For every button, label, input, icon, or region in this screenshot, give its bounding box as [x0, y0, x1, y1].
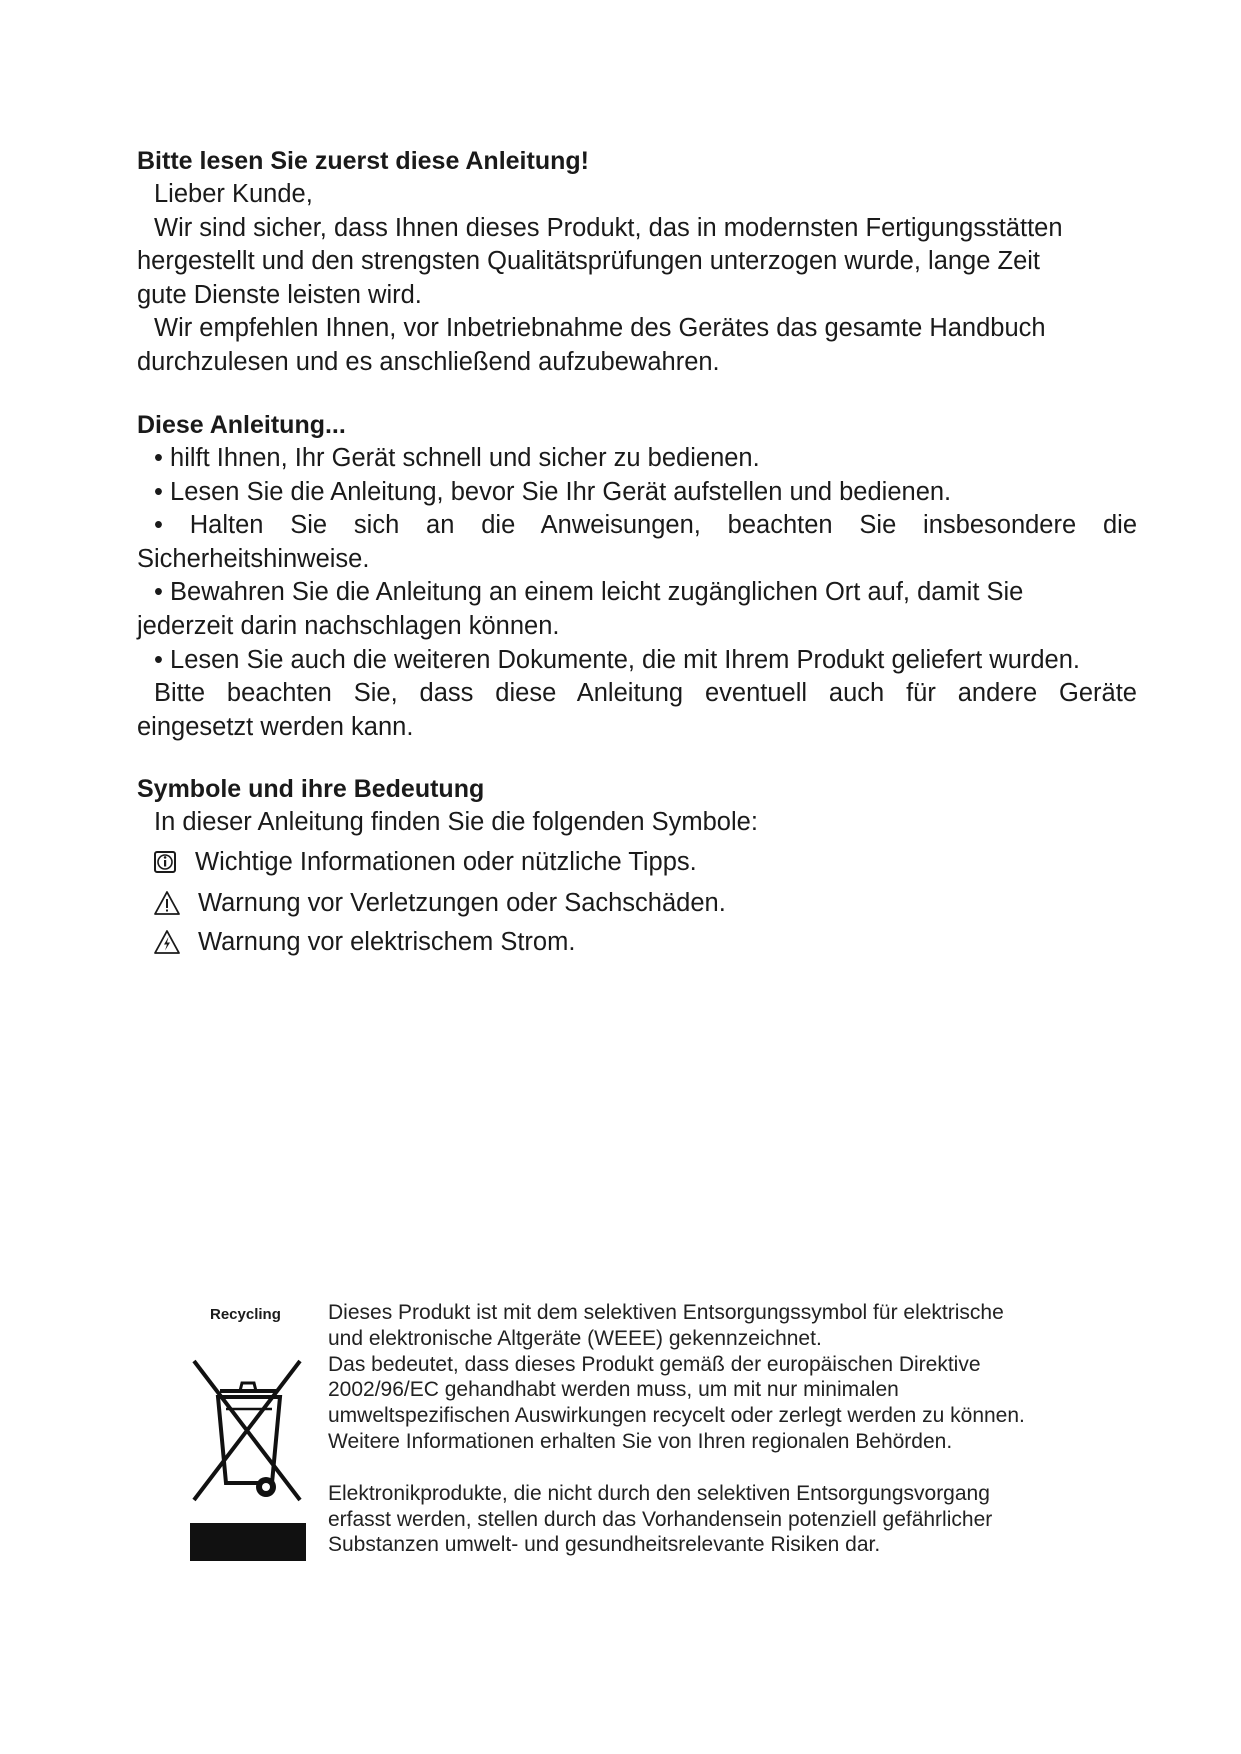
weee-crossed-bin-icon — [190, 1355, 306, 1561]
warning-triangle-icon — [153, 890, 181, 916]
para1-line2: hergestellt und den strengsten Qualitätsprüfungen unterzogen wurde, lange Zeit — [137, 247, 1041, 276]
symbol-electric-text: Warnung vor elektrischem Strom. — [198, 928, 576, 956]
heading-read-first: Bitte lesen Sie zuerst diese Anleitung! — [137, 147, 589, 175]
bullet-3-line1: • Halten Sie sich an die Anweisungen, beachten Sie insbesondere die — [154, 511, 1137, 540]
symbols-intro-text: In dieser Anleitung finden Sie die folgenden Symbole: — [154, 808, 758, 836]
greeting: Lieber Kunde, — [154, 180, 313, 208]
para1-line3: gute Dienste leisten wird. — [137, 280, 422, 309]
heading-symbols: Symbole und ihre Bedeutung — [137, 775, 485, 803]
bullet-5: • Lesen Sie auch die weiteren Dokumente, die mit Ihrem Produkt geliefert wurden. — [154, 645, 1080, 674]
heading-this-manual: Diese Anleitung... — [137, 411, 346, 439]
info-icon — [153, 850, 177, 874]
bullet-4-line1: • Bewahren Sie die Anleitung an einem leicht zugänglichen Ort auf, damit Sie — [154, 578, 1024, 607]
symbol-row-info — [153, 845, 697, 879]
recycling-line-8: erfasst werden, stellen durch das Vorhandensein potenziell gefährlicher — [328, 1507, 993, 1531]
symbols-intro — [137, 806, 1137, 840]
bullet-3-line2: Sicherheitshinweise. — [137, 544, 370, 573]
note-line1: Bitte beachten Sie, dass diese Anleitung eventuell auch für andere Geräte — [154, 679, 1137, 708]
recycling-line-7: Elektronikprodukte, die nicht durch den selektiven Entsorgungsvorgang — [328, 1481, 990, 1505]
recycling-line-5: umweltspezifischen Auswirkungen recycelt oder zerlegt werden zu können. — [328, 1404, 1025, 1428]
manual-bullets — [137, 442, 1137, 744]
recycling-line-2: und elektronische Altgeräte (WEEE) gekennzeichnet. — [328, 1326, 822, 1350]
symbol-info-text: Wichtige Informationen oder nützliche Tipps. — [195, 848, 697, 876]
electric-hazard-icon — [153, 929, 181, 955]
recycling-line-3: Das bedeutet, dass dieses Produkt gemäß der europäischen Direktive — [328, 1352, 981, 1376]
para2-line1: Wir empfehlen Ihnen, vor Inbetriebnahme des Gerätes das gesamte Handbuch — [154, 314, 1046, 343]
recycling-line-1: Dieses Produkt ist mit dem selektiven Entsorgungssymbol für elektrische — [328, 1301, 1004, 1324]
recycling-line-4: 2002/96/EC gehandhabt werden muss, um mit nur minimalen — [328, 1378, 899, 1402]
bullet-2: • Lesen Sie die Anleitung, bevor Sie Ihr Gerät aufstellen und bedienen. — [154, 477, 952, 506]
symbol-row-electric — [153, 925, 575, 959]
note-line2: eingesetzt werden kann. — [137, 712, 414, 741]
bullet-1: • hilft Ihnen, Ihr Gerät schnell und sicher zu bedienen. — [154, 444, 760, 472]
recycling-label: Recycling — [210, 1306, 281, 1323]
bullet-4-line2: jederzeit darin nachschlagen können. — [137, 611, 560, 640]
recycling-text — [328, 1300, 1118, 1558]
intro-text — [137, 178, 1137, 380]
recycling-line-6: Weitere Informationen erhalten Sie von Ihren regionalen Behörden. — [328, 1429, 953, 1453]
para1-line1: Wir sind sicher, dass Ihnen dieses Produkt, das in modernsten Fertigungsstätten — [154, 213, 1063, 242]
para2-line2: durchzulesen und es anschließend aufzubewahren. — [137, 347, 720, 376]
symbol-row-warning — [153, 886, 726, 920]
recycling-line-9: Substanzen umwelt- und gesundheitsrelevante Risiken dar. — [328, 1533, 881, 1557]
symbol-warning-text: Warnung vor Verletzungen oder Sachschäden. — [198, 889, 726, 917]
